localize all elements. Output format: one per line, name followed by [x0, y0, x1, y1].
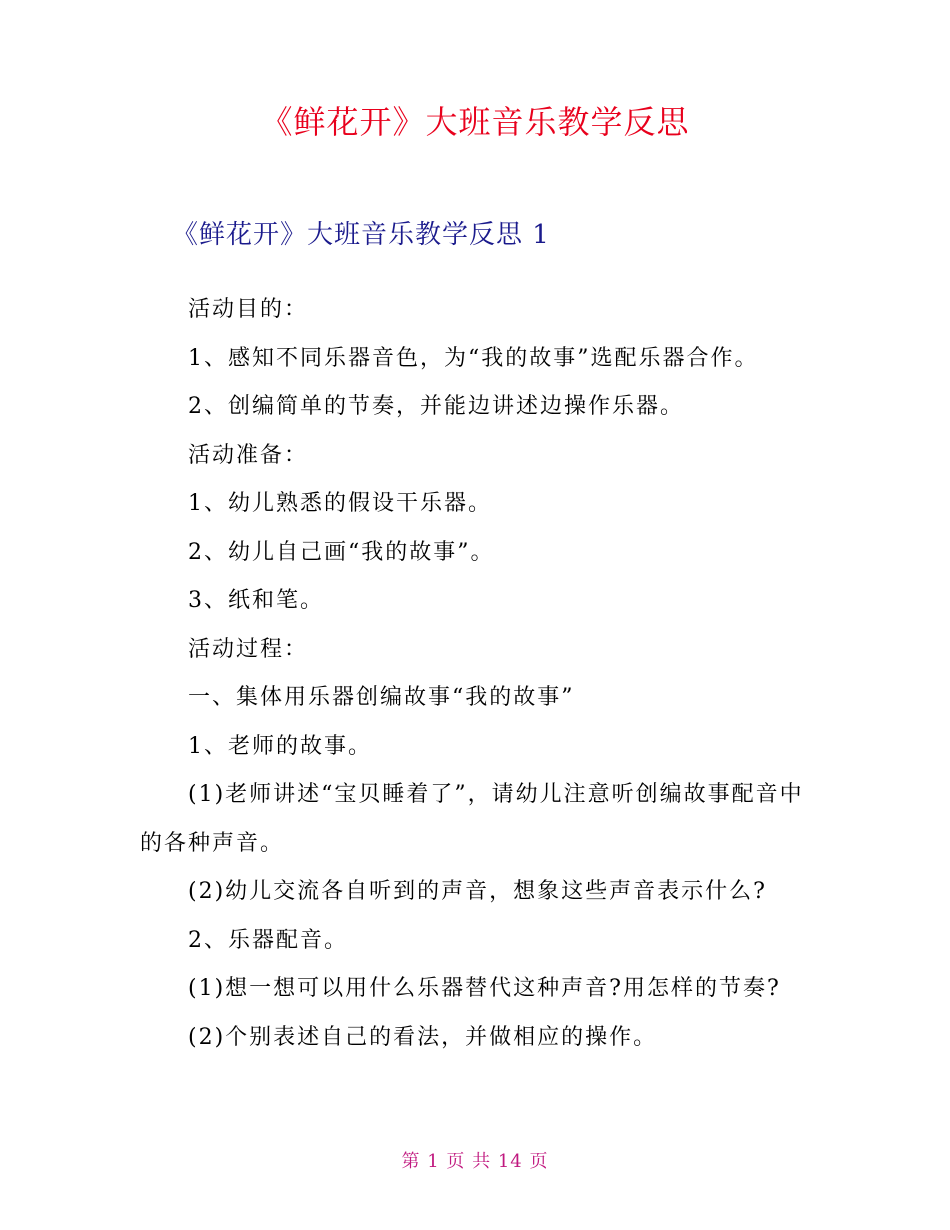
- body-paragraph: (2)个别表述自己的看法，并做相应的操作。: [188, 1024, 658, 1050]
- body-paragraph: 活动目的：: [188, 297, 309, 322]
- section-heading: 《鲜花开》大班音乐教学反思 1: [172, 220, 550, 250]
- body-paragraph: (1)老师讲述“宝贝睡着了”，请幼儿注意听创编故事配音中的各种声音。: [140, 782, 804, 856]
- body-paragraph: 2、幼儿自己画“我的故事”。: [188, 539, 495, 565]
- body-paragraph: 1、老师的故事。: [188, 733, 372, 759]
- body-paragraph: 1、感知不同乐器音色，为“我的故事”选配乐器合作。: [188, 345, 759, 371]
- page-footer: 第 1 页 共 14 页: [401, 1151, 549, 1172]
- body-paragraph: (2)幼儿交流各自听到的声音，想象这些声音表示什么?: [188, 879, 767, 904]
- body-paragraph: 2、创编简单的节奏，并能边讲述边操作乐器。: [188, 394, 684, 419]
- body-paragraph: 活动过程：: [188, 636, 309, 662]
- body-paragraph: 3、纸和笔。: [188, 588, 324, 613]
- document-body: [140, 286, 820, 1062]
- body-paragraph: 2、乐器配音。: [188, 927, 348, 953]
- body-paragraph: 1、幼儿熟悉的假设干乐器。: [188, 491, 492, 516]
- body-paragraph: (1)想一想可以用什么乐器替代这种声音?用怎样的节奏?: [188, 976, 781, 1001]
- document-title: 《鲜花开》大班音乐教学反思: [260, 103, 690, 141]
- body-paragraph: 活动准备：: [188, 442, 309, 468]
- body-paragraph: 一、集体用乐器创编故事“我的故事”: [188, 685, 575, 710]
